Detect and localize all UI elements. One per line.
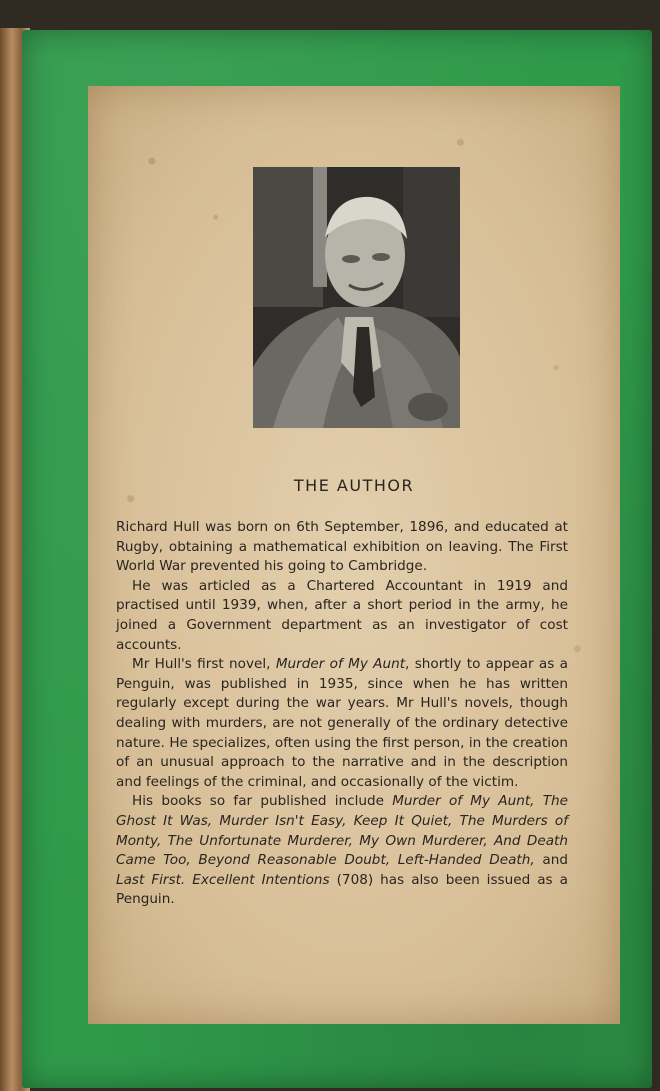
bio-paragraph-2 (116, 577, 568, 655)
bio-text: Richard Hull was born on 6th September, 1896, and educated at Rugby, obtaining a mathematical exhibition on leaving. The First World War prevented his going to Cambridge. (116, 519, 568, 575)
bio-paragraph-4 (116, 792, 568, 910)
book-title: Excellent Intentions (192, 871, 330, 888)
bio-text: His books so far published include (132, 793, 393, 810)
bio-paragraph-3 (116, 655, 568, 792)
bio-text: He was articled as a Chartered Accountant in 1919 and practised until 1939, when, after a short period in the army, he joined a Government department as an investigator of cost accounts. (116, 577, 568, 653)
bio-text: and (534, 852, 568, 869)
author-photo (253, 167, 460, 428)
author-biography (116, 518, 568, 910)
bio-text: Mr Hull's first novel, (132, 656, 276, 673)
book-title: Murder of My Aunt (275, 656, 406, 673)
book-title: Last First. (116, 871, 186, 888)
bio-text: (708) has also been issued as a Penguin. (116, 871, 568, 908)
section-heading: THE AUTHOR (293, 476, 415, 495)
book-title-list: Murder of My Aunt, The Ghost It Was, Murder Isn't Easy, Keep It Quiet, The Murders of Monty, The Unfortunate Murderer, My Own Murderer, And Death Came Too, Beyond Reasonable Doubt, Left-Handed Death, (116, 793, 569, 869)
bio-paragraph-1 (116, 518, 568, 577)
bio-text: , shortly to appear as a Penguin, was published in 1935, since when he has written regularly except during the war years. Mr Hull's novels, though dealing with murders, are not generally of the ordinary detective nature. He specializes, often using the first person, in the creation of an unusual approach to the narrative and in the description and feelings of the criminal, and occasionally of the victim. (116, 656, 568, 790)
paper-panel (88, 86, 620, 1024)
